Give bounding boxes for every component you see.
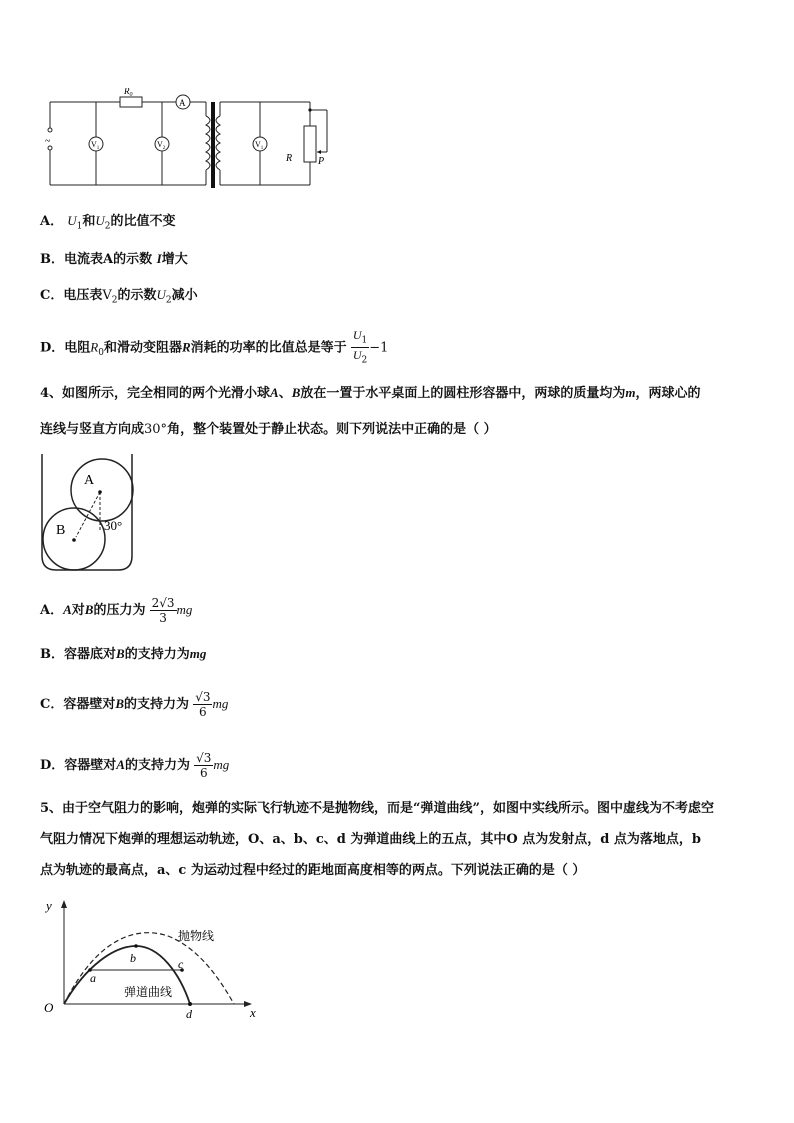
q5-trajectory-figure	[38, 896, 268, 1020]
ballistic-curve-label: 弹道曲线	[124, 985, 173, 999]
ball-a-label: A	[84, 473, 95, 488]
point-d-label: d	[186, 1007, 192, 1020]
circuit-diagram	[40, 88, 340, 198]
q3-option-d: D．电阻$R_0$和滑动变阻器R消耗的功率的比值总是等于 $\frac{U_1}{U_2}$ −1	[40, 328, 389, 366]
q3-option-c: C．电压表$V_2$的示数$U_2$减小	[40, 287, 198, 306]
fraction-root3-over-6-d: $\frac{√3}{6}$	[196, 751, 212, 780]
q4-stem-line1: 4、如图所示，完全相同的两个光滑小球A、B放在一置于水平桌面上的圆柱形容器中，两球的质量均为m，两球心的	[40, 385, 701, 401]
q5-stem-line1: 5、由于空气阻力的影响，炮弹的实际飞行轨迹不是抛物线，而是“弹道曲线”，如图中实线所示。图中虚线为不考虑空	[40, 801, 715, 816]
slider-p-label: P	[318, 156, 325, 167]
q4-stem-line2: 连线与竖直方向成30°角，整个装置处于静止状态。则下列说法中正确的是（ ）	[40, 422, 497, 437]
ball-b-label: B	[56, 523, 66, 538]
point-c-label: c	[178, 957, 184, 971]
axis-y-label: y	[46, 898, 52, 913]
q4-option-b: B．容器底对B的支持力为mg	[40, 646, 207, 662]
voltmeter-v1-label: $V_1$	[91, 140, 100, 151]
r0-label: $R_0$	[124, 88, 133, 98]
q5-stem-line2: 气阻力情况下炮弹的理想运动轨迹，O、a、b、c、d 为弹道曲线上的五点，其中O 点为发射点，d 点为落地点，b	[40, 832, 701, 847]
q5-stem-line3: 点为轨迹的最高点，a、c 为运动过程中经过的距地面高度相等的两点。下列说法正确的是（ ）	[40, 863, 586, 878]
angle-label: 30°	[104, 518, 123, 533]
resistor-r-label: R	[286, 153, 293, 164]
ammeter-label: A	[179, 98, 186, 108]
fraction-u1-u2: $\frac{U_1}{U_2}$	[352, 328, 368, 366]
q4-option-d: D．容器壁对A的支持力为 $\frac{√3}{6}$ mg	[40, 751, 230, 780]
point-b-label: b	[130, 951, 136, 965]
voltmeter-v3-label: $V_1$	[255, 140, 264, 151]
origin-label: O	[44, 1000, 54, 1015]
ac-source-label: ~	[45, 136, 51, 147]
point-a-label: a	[90, 971, 96, 985]
q4-option-a: A．A对B的压力为 $\frac{2√3}{3}$ mg	[40, 596, 193, 625]
fraction-2root3-over-3: $\frac{2√3}{3}$	[151, 596, 175, 625]
parabola-label: 抛物线	[178, 929, 215, 943]
voltmeter-v2-label: $V_2$	[157, 140, 166, 151]
q3-option-a: A． $U_1$和$U_2$的比值不变	[40, 213, 176, 232]
q4-option-c: C．容器壁对B的支持力为 $\frac{√3}{6}$ mg	[40, 690, 229, 719]
axis-x-label: x	[250, 1005, 256, 1020]
q3-option-b: B．电流表A的示数 I增大	[40, 251, 188, 267]
fraction-root3-over-6-c: $\frac{√3}{6}$	[195, 690, 211, 719]
q4-container-figure	[38, 452, 138, 576]
